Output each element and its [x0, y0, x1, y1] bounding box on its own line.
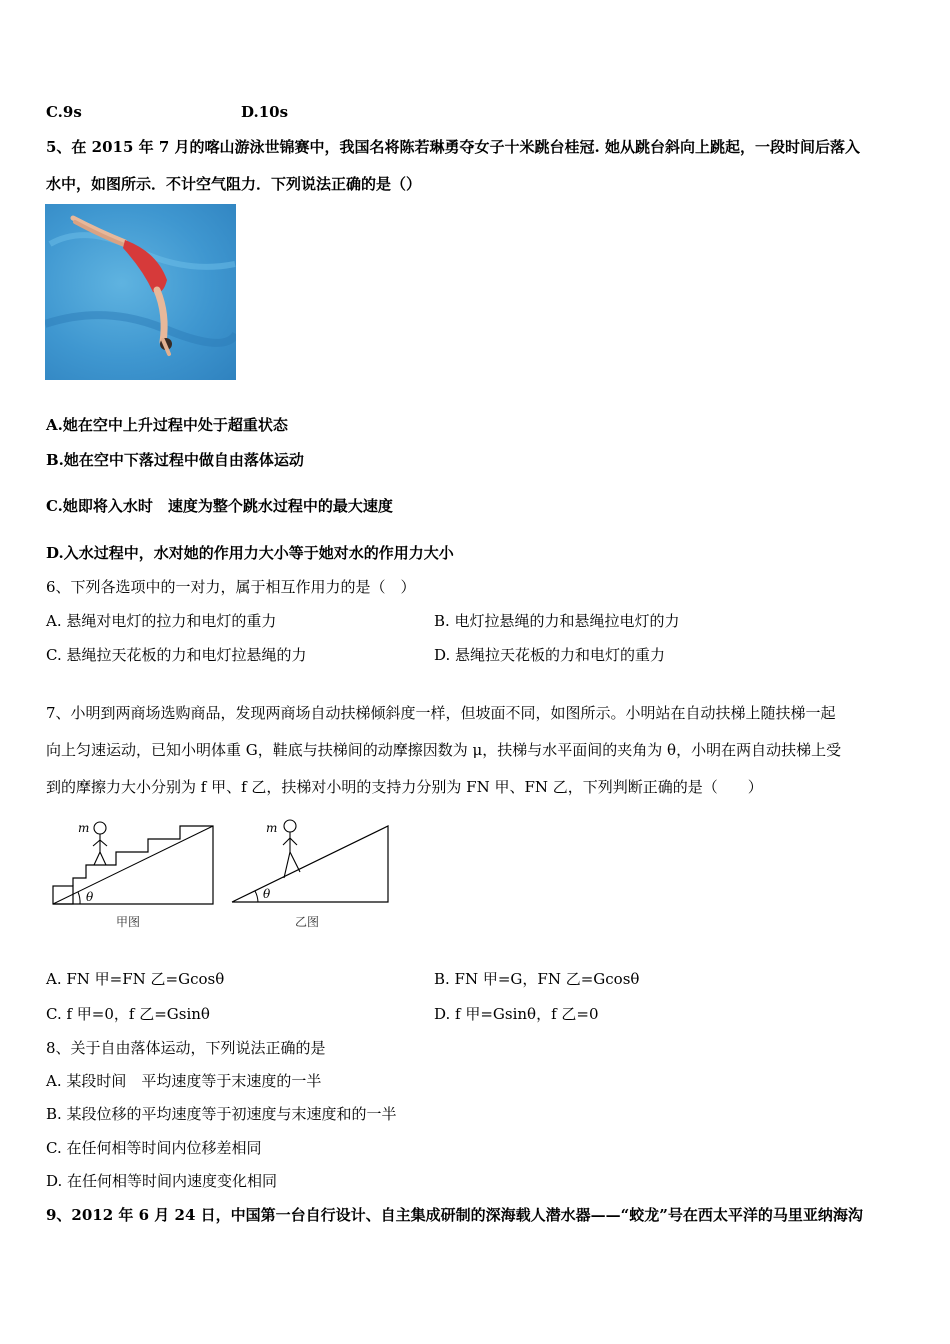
prev-option-d: D.10s [241, 103, 289, 121]
q5-stem-line1: 5、在 2015 年 7 月的喀山游泳世锦赛中，我国名将陈若琳勇夺女子十米跳台桂冠. 她从跳台斜向上跳起，一段时间后落入 [46, 138, 860, 156]
q5-option-c: C.她即将入水时 速度为整个跳水过程中的最大速度 [46, 497, 393, 515]
theta-label-jia: θ [86, 890, 94, 904]
q6-stem: 6、下列各选项中的一对力，属于相互作用力的是（ ） [46, 578, 416, 596]
q8-option-d: D. 在任何相等时间内速度变化相同 [46, 1172, 278, 1190]
q7-option-d: D. f 甲=Gsinθ，f 乙=0 [434, 1005, 599, 1023]
q9-stem-line1: 9、2012 年 6 月 24 日，中国第一台自行设计、自主集成研制的深海载人潜水器——“蛟龙”号在西太平洋的马里亚纳海沟 [46, 1206, 863, 1224]
m-label-jia: m [78, 821, 90, 835]
prev-option-c: C.9s [46, 103, 82, 121]
q7-option-a: A. FN 甲=FN 乙=Gcosθ [46, 970, 225, 988]
escalator-figure [48, 816, 398, 936]
person-yi-icon [283, 820, 300, 878]
q5-option-b: B.她在空中下落过程中做自由落体运动 [46, 451, 304, 469]
diver-figure [45, 204, 236, 380]
q6-option-c: C. 悬绳拉天花板的力和电灯拉悬绳的力 [46, 646, 307, 664]
m-label-yi: m [266, 821, 278, 835]
q7-stem-line2: 向上匀速运动，已知小明体重 G，鞋底与扶梯间的动摩擦因数为 μ，扶梯与水平面间的夹角为 θ，小明在两自动扶梯上受 [46, 741, 842, 759]
theta-label-yi: θ [263, 887, 271, 901]
figure-yi [232, 820, 388, 929]
q6-option-a: A. 悬绳对电灯的拉力和电灯的重力 [46, 612, 277, 630]
person-jia-icon [93, 822, 107, 865]
diver-photo [45, 204, 236, 380]
q5-option-a: A.她在空中上升过程中处于超重状态 [46, 416, 288, 434]
q8-option-a: A. 某段时间 平均速度等于末速度的一半 [46, 1072, 322, 1090]
q8-option-c: C. 在任何相等时间内位移差相同 [46, 1139, 262, 1157]
q6-option-b: B. 电灯拉悬绳的力和悬绳拉电灯的力 [434, 612, 680, 630]
q8-option-b: B. 某段位移的平均速度等于初速度与末速度和的一半 [46, 1105, 397, 1123]
q5-stem-line2: 水中，如图所示．不计空气阻力．下列说法正确的是（） [46, 175, 422, 193]
figure-jia [53, 821, 213, 929]
q7-option-c: C. f 甲=0，f 乙=Gsinθ [46, 1005, 210, 1023]
caption-yi: 乙图 [295, 915, 320, 929]
q7-option-b: B. FN 甲=G，FN 乙=Gcosθ [434, 970, 640, 988]
q7-stem-line1: 7、小明到两商场选购商品，发现两商场自动扶梯倾斜度一样，但坡面不同，如图所示。小明站在自动扶梯上随扶梯一起 [46, 704, 836, 722]
q7-stem-line3: 到的摩擦力大小分别为 f 甲、f 乙，扶梯对小明的支持力分别为 FN 甲、FN 乙，下列判断正确的是（ ） [46, 778, 763, 796]
q5-option-d: D.入水过程中，水对她的作用力大小等于她对水的作用力大小 [46, 544, 454, 562]
q8-stem: 8、关于自由落体运动，下列说法正确的是 [46, 1039, 326, 1057]
q6-option-d: D. 悬绳拉天花板的力和电灯的重力 [434, 646, 666, 664]
caption-jia: 甲图 [116, 915, 141, 929]
